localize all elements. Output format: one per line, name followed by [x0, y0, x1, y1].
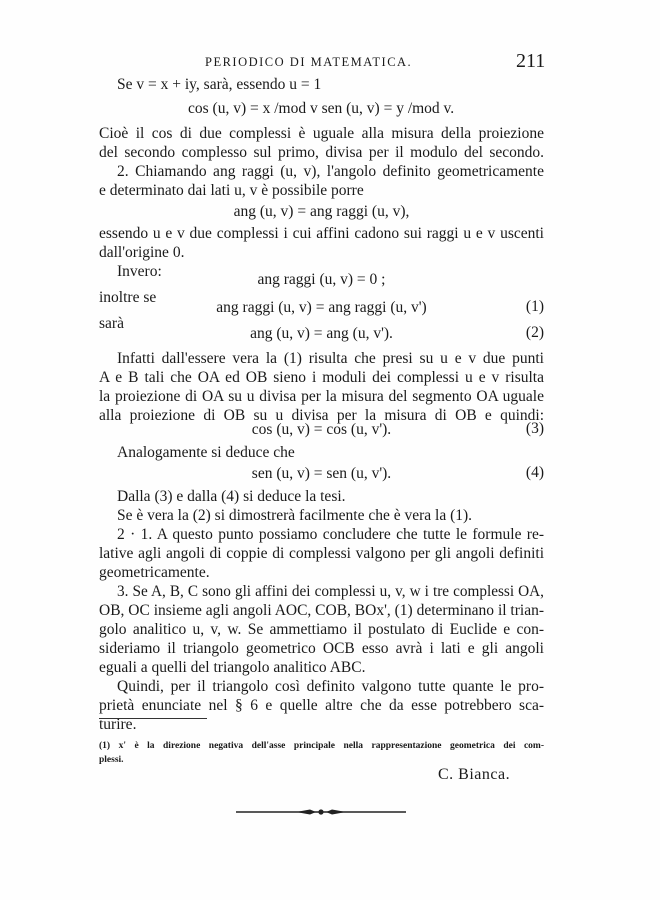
page-number: 211	[516, 50, 546, 72]
equation-number-2: (2)	[525, 324, 544, 341]
running-title: PERIODICO DI MATEMATICA.	[205, 55, 413, 69]
equation-number-1: (1)	[525, 298, 544, 315]
formula-2: ang (u, v) = ang (u, v').	[250, 325, 393, 342]
text-line: inoltre se	[99, 289, 157, 306]
text-line: eguali a quelli del triangolo analitico ABC.	[99, 659, 366, 676]
author-signature: C. Bianca.	[438, 766, 511, 783]
equation-number-3: (3)	[525, 420, 544, 437]
text-line: lative agli angoli di coppie di complessi valgono per gli angoli definiti	[99, 545, 544, 562]
text-line: Se è vera la (2) si dimostrerà facilmente che è vera la (1).	[117, 507, 473, 524]
formula-3: cos (u, v) = cos (u, v').	[251, 421, 392, 438]
text-line: Invero:	[117, 263, 162, 280]
text-line: A e B tali che OA ed OB sieno i moduli dei complessi u e v risulta	[99, 369, 544, 386]
formula-ang-raggi-zero: ang raggi (u, v) = 0 ;	[257, 271, 386, 288]
text-line: dall'origine 0.	[99, 244, 185, 261]
text-line: e determinato dai lati u, v è possibile porre	[99, 182, 364, 199]
text-line: 2. Chiamando ang raggi (u, v), l'angolo definito geometricamente	[117, 163, 544, 180]
text-line: OB, OC insieme agli angoli AOC, COB, BOx', (1) determinano il trian-	[99, 602, 544, 619]
text-line: Analogamente si deduce che	[117, 444, 295, 461]
footnote-line: plessi.	[99, 755, 124, 765]
formula-1: ang raggi (u, v) = ang raggi (u, v')	[216, 299, 427, 316]
text-line: golo analitico u, v, w. Se ammettiamo il postulato di Euclide e con-	[99, 621, 544, 638]
text-line: alla proiezione di OB su u divisa per la misura di OB e quindi:	[99, 407, 544, 424]
text-line: sarà	[99, 315, 124, 332]
text-line: sideriamo il triangolo geometrico OCB esso avrà i lati e gli angoli	[99, 640, 544, 657]
ornament-divider	[236, 806, 406, 818]
equation-number-4: (4)	[525, 464, 544, 481]
formula-ang: ang (u, v) = ang raggi (u, v),	[233, 203, 410, 220]
text-line: turire.	[99, 716, 137, 733]
text-line: Infatti dall'essere vera la (1) risulta che presi su u e v due punti	[117, 350, 544, 367]
text-line: essendo u e v due complessi i cui affini cadono sui raggi u e v uscenti	[99, 225, 544, 242]
text-line: Se v = x + iy, sarà, essendo u = 1	[117, 76, 322, 93]
text-line: Cioè il cos di due complessi è uguale alla misura della proiezione	[99, 125, 544, 142]
formula-cos-sen: cos (u, v) = x /mod v sen (u, v) = y /mod v.	[188, 100, 455, 117]
text-line: Quindi, per il triangolo così definito valgono tutte quante le pro-	[117, 678, 544, 695]
footnote-line: (1) x' è la direzione negativa dell'asse principale nella rappresentazione geometrica dei com-	[99, 741, 544, 751]
formula-4: sen (u, v) = sen (u, v').	[251, 465, 392, 482]
text-line: 2 · 1. A questo punto possiamo concludere che tutte le formule re-	[117, 526, 544, 543]
text-line: prietà enunciate nel § 6 e quelle altre che da esse potrebbero sca-	[99, 697, 544, 714]
footnote-rule	[99, 718, 207, 719]
text-line: 3. Se A, B, C sono gli affini dei complessi u, v, w i tre complessi OA,	[117, 583, 544, 600]
text-line: la proiezione di OA su u divisa per la misura del segmento OA uguale	[99, 388, 544, 405]
text-line: geometricamente.	[99, 564, 210, 581]
text-line: Dalla (3) e dalla (4) si deduce la tesi.	[117, 488, 346, 505]
text-line: del secondo complesso sul primo, divisa per il modulo del secondo.	[99, 144, 544, 161]
